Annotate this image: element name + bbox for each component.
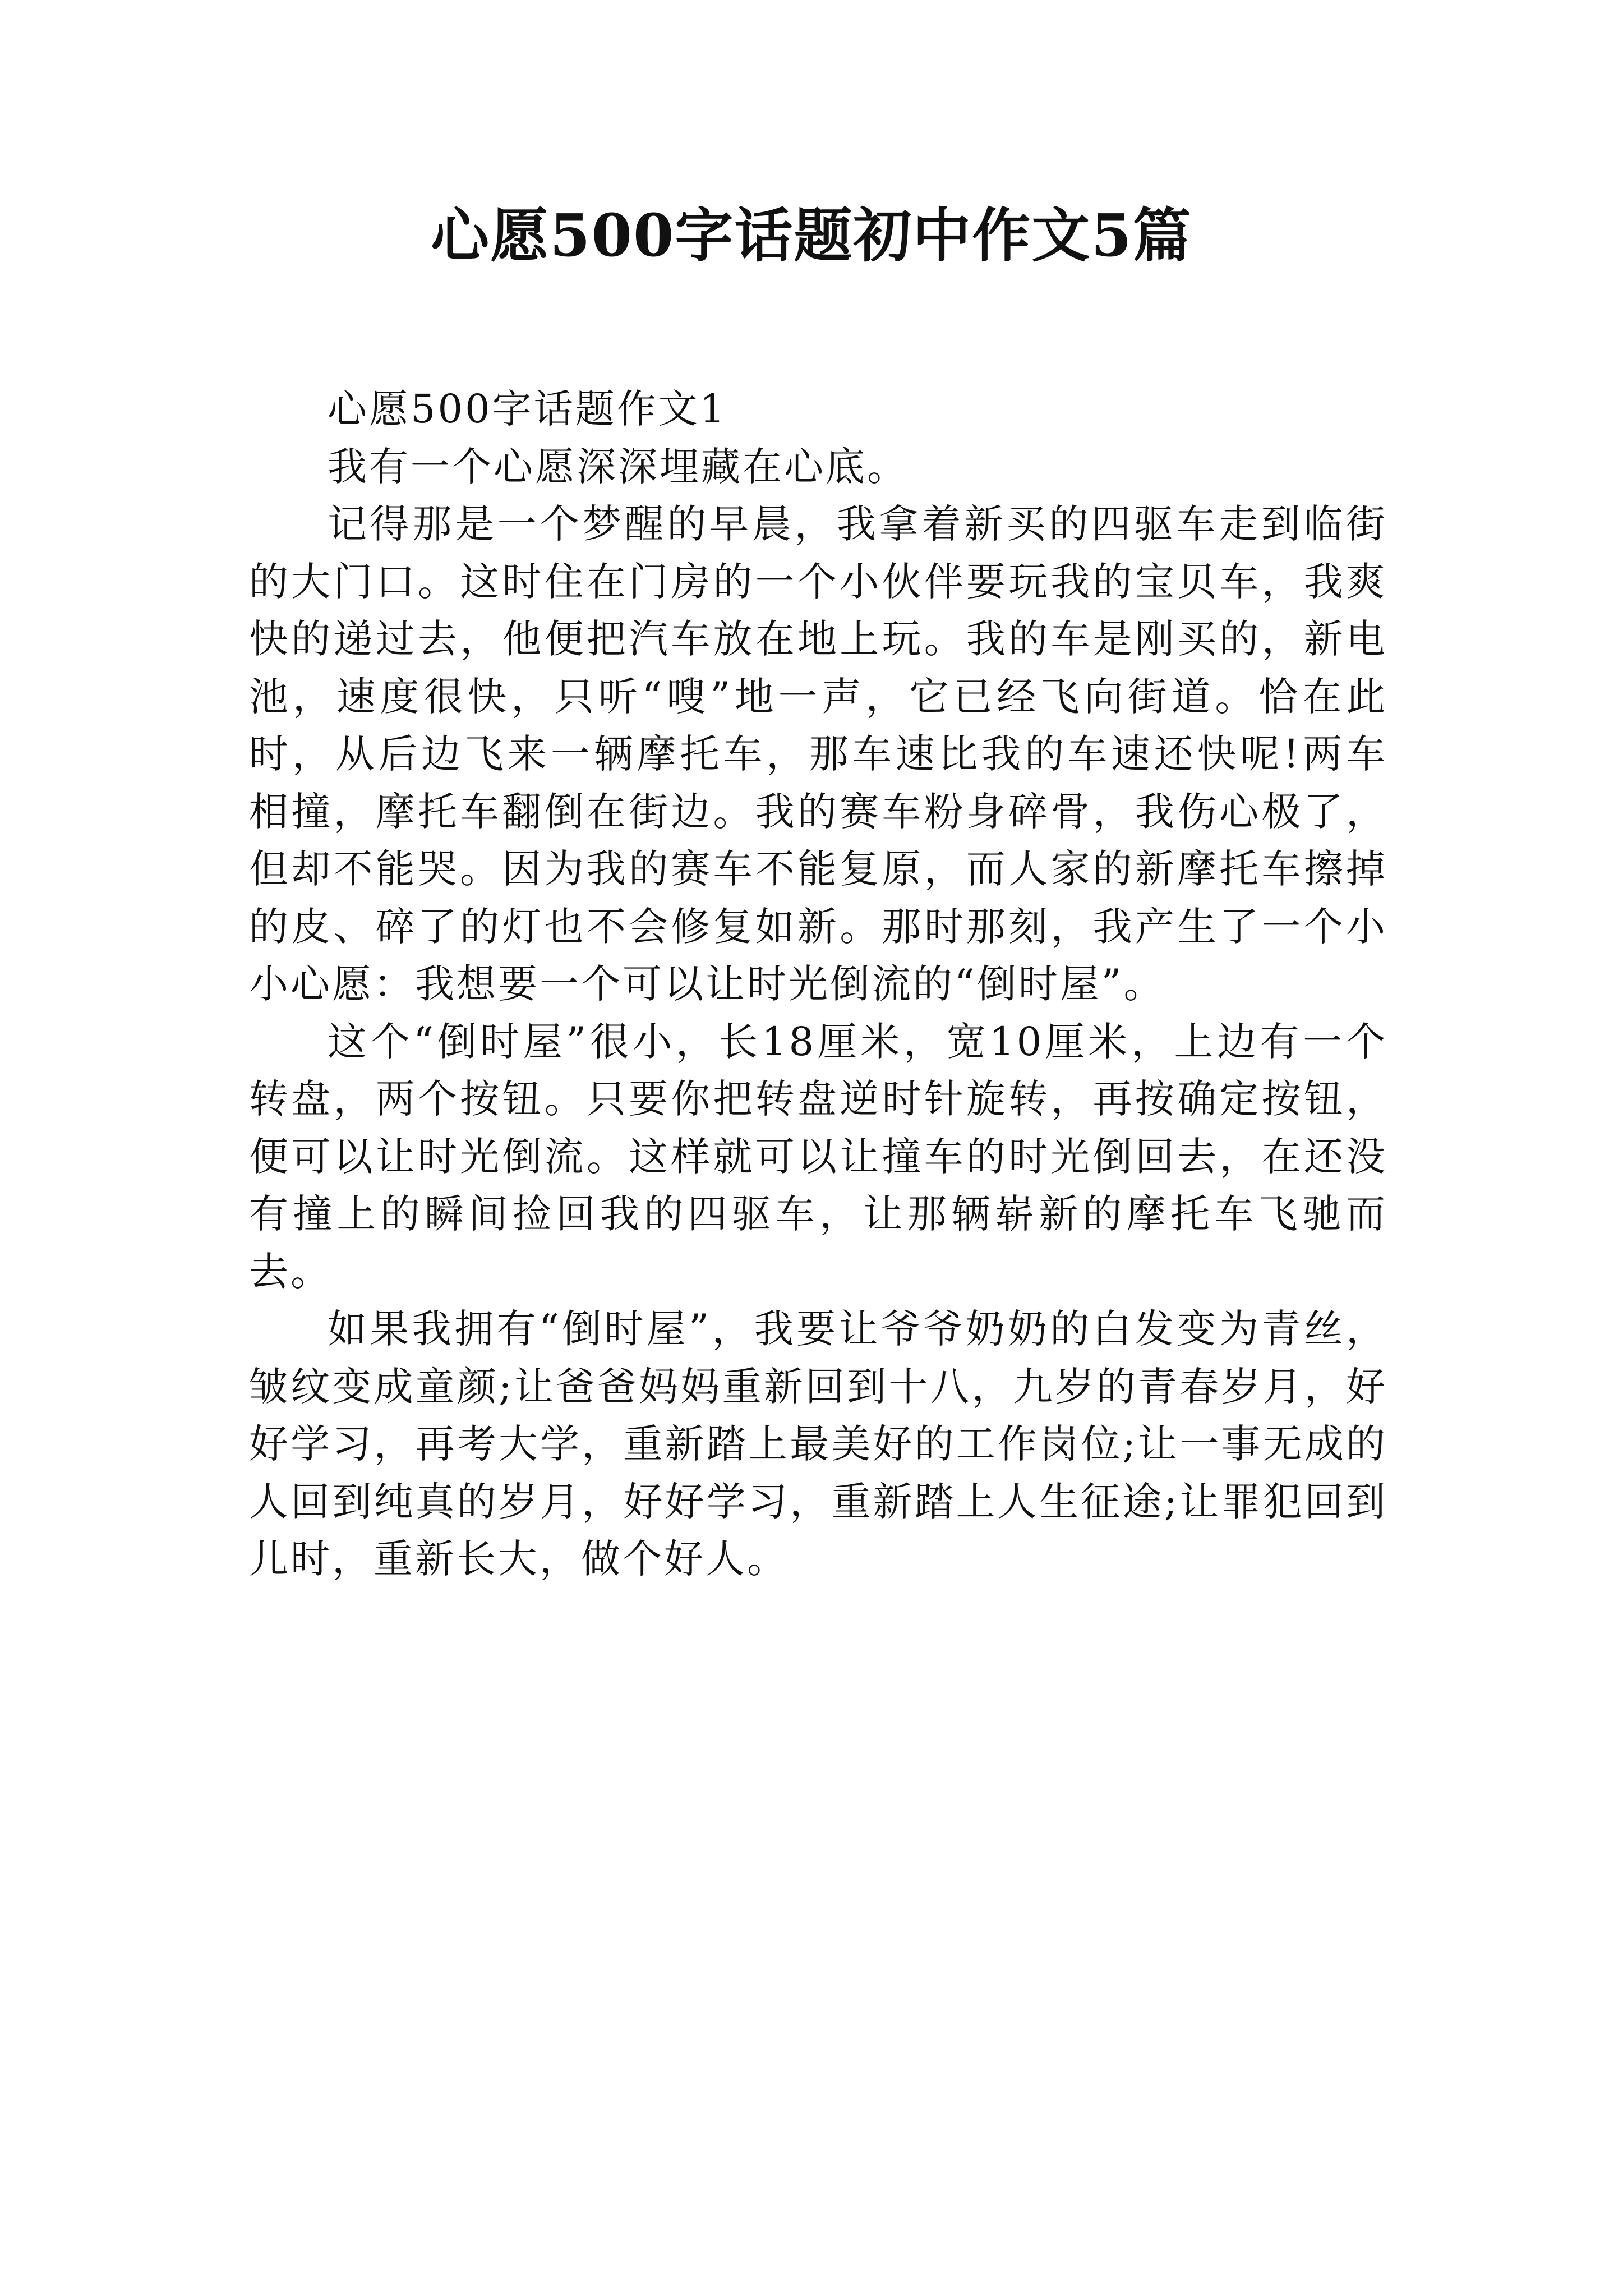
document-body [249,380,1387,1588]
paragraph: 记得那是一个梦醒的早晨，我拿着新买的四驱车走到临街的大门口。这时住在门房的一个小伙伴要玩我的宝贝车，我爽快的递过去，他便把汽车放在地上玩。我的车是刚买的，新电池，速度很快，只听“嗖”地一声，它已经飞向街道。恰在此时，从后边飞来一辆摩托车，那车速比我的车速还快呢!两车相撞，摩托车翻倒在街边。我的赛车粉身碎骨，我伤心极了，但却不能哭。因为我的赛车不能复原，而人家的新摩托车擦掉的皮、碎了的灯也不会修复如新。那时那刻，我产生了一个小小心愿：我想要一个可以让时光倒流的“倒时屋”。 [249,501,1387,1007]
section-heading: 心愿500字话题作文1 [328,386,727,432]
paragraph: 这个“倒时屋”很小，长18厘米，宽10厘米，上边有一个转盘，两个按钮。只要你把转盘逆时针旋转，再按确定按钮，便可以让时光倒流。这样就可以让撞车的时光倒回去，在还没有撞上的瞬间捡回我的四驱车，让那辆崭新的摩托车飞驰而去。 [249,1018,1387,1295]
document-title: 心愿500字话题初中作文5篇 [431,201,1192,270]
paragraph: 我有一个心愿深深埋藏在心底。 [328,443,909,490]
paragraph: 如果我拥有“倒时屋”，我要让爷爷奶奶的白发变为青丝，皱纹变成童颜;让爸爸妈妈重新回到十八，九岁的青春岁月，好好学习，再考大学，重新踏上最美好的工作岗位;让一事无成的人回到纯真的岁月，好好学习，重新踏上人生征途;让罪犯回到儿时，重新长大，做个好人。 [249,1306,1387,1582]
